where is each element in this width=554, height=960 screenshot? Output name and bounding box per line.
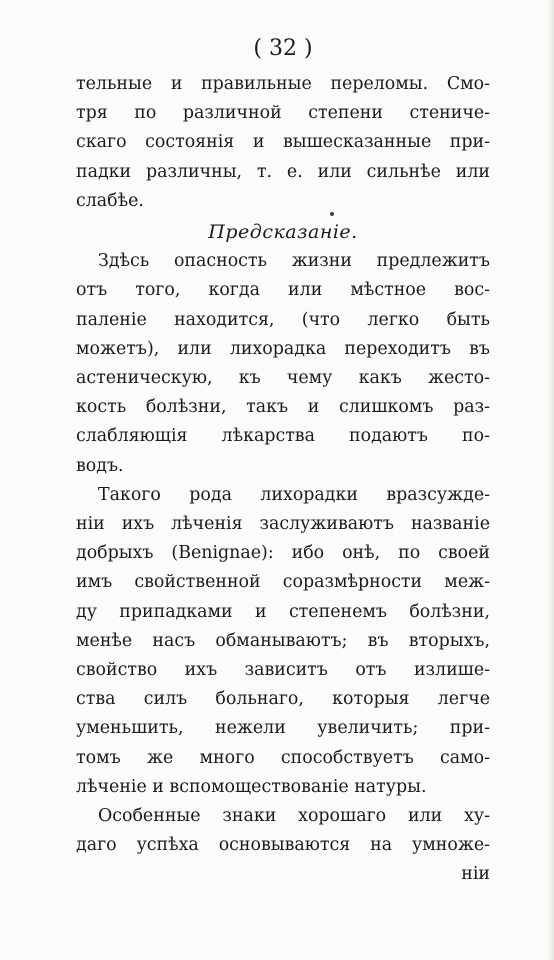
text-line: водъ. <box>76 455 124 476</box>
text-line: кость болѣзни, такъ и слишкомъ раз- <box>76 397 490 418</box>
page-text <box>76 30 490 890</box>
text-line: томъ же много способствуетъ само- <box>76 747 490 768</box>
text-line: Особенные знаки хорошаго или ху- <box>98 806 490 827</box>
text-line: лѣченіе и вспомоществованіе натуры. <box>76 776 427 797</box>
section-heading: Предсказаніе. <box>208 221 358 244</box>
text-line: добрыхъ (Benignae): ибо онѣ, по своей <box>76 543 490 564</box>
text-line: ніи ихъ лѣченія заслуживаютъ названіе <box>76 514 490 535</box>
page-number: ( 32 ) <box>253 36 313 61</box>
paragraph-2 <box>76 247 490 481</box>
paragraph-4 <box>76 802 490 890</box>
text-line: слабѣе. <box>76 190 144 211</box>
text-line: ду припадками и степенемъ болѣзни, <box>76 601 490 622</box>
text-line: менѣе насъ обманываютъ; въ вторыхъ, <box>76 630 490 651</box>
text-line: Такого рода лихорадки вразсужде- <box>98 484 490 505</box>
text-line: уменьшить, нежели увеличить; при- <box>76 718 490 739</box>
catchword: ніи <box>461 864 490 885</box>
paragraph-1 <box>76 70 490 216</box>
text-line: отъ того, когда или мѣстное вос- <box>76 280 490 301</box>
text-line: паленіе находится, (что легко быть <box>76 309 490 330</box>
text-line: ства силъ больнаго, которыя легче <box>76 689 490 710</box>
text-line: можетъ), или лихорадка переходитъ въ <box>76 338 490 359</box>
text-line: имъ свойственной соразмѣрности меж- <box>76 572 490 593</box>
text-line: тельные и правильные переломы. Смо- <box>76 74 490 94</box>
ink-speck <box>330 212 334 216</box>
text-line: Здѣсь опасность жизни предлежитъ <box>98 251 490 272</box>
text-line: даго успѣха основываются на умноже- <box>76 835 490 856</box>
text-line: слабляющія лѣкарства подаютъ по- <box>76 426 490 447</box>
text-line: свойство ихъ зависитъ отъ излише- <box>76 660 490 681</box>
text-line: астеническую, къ чему какъ жесто- <box>76 368 490 389</box>
text-line: тря по различной степени стениче- <box>76 103 490 124</box>
text-line: скаго состоянія и вышесказанные при- <box>76 132 490 153</box>
paragraph-3 <box>76 481 490 802</box>
text-line: падки различны, т. е. или сильнѣе или <box>76 161 490 182</box>
